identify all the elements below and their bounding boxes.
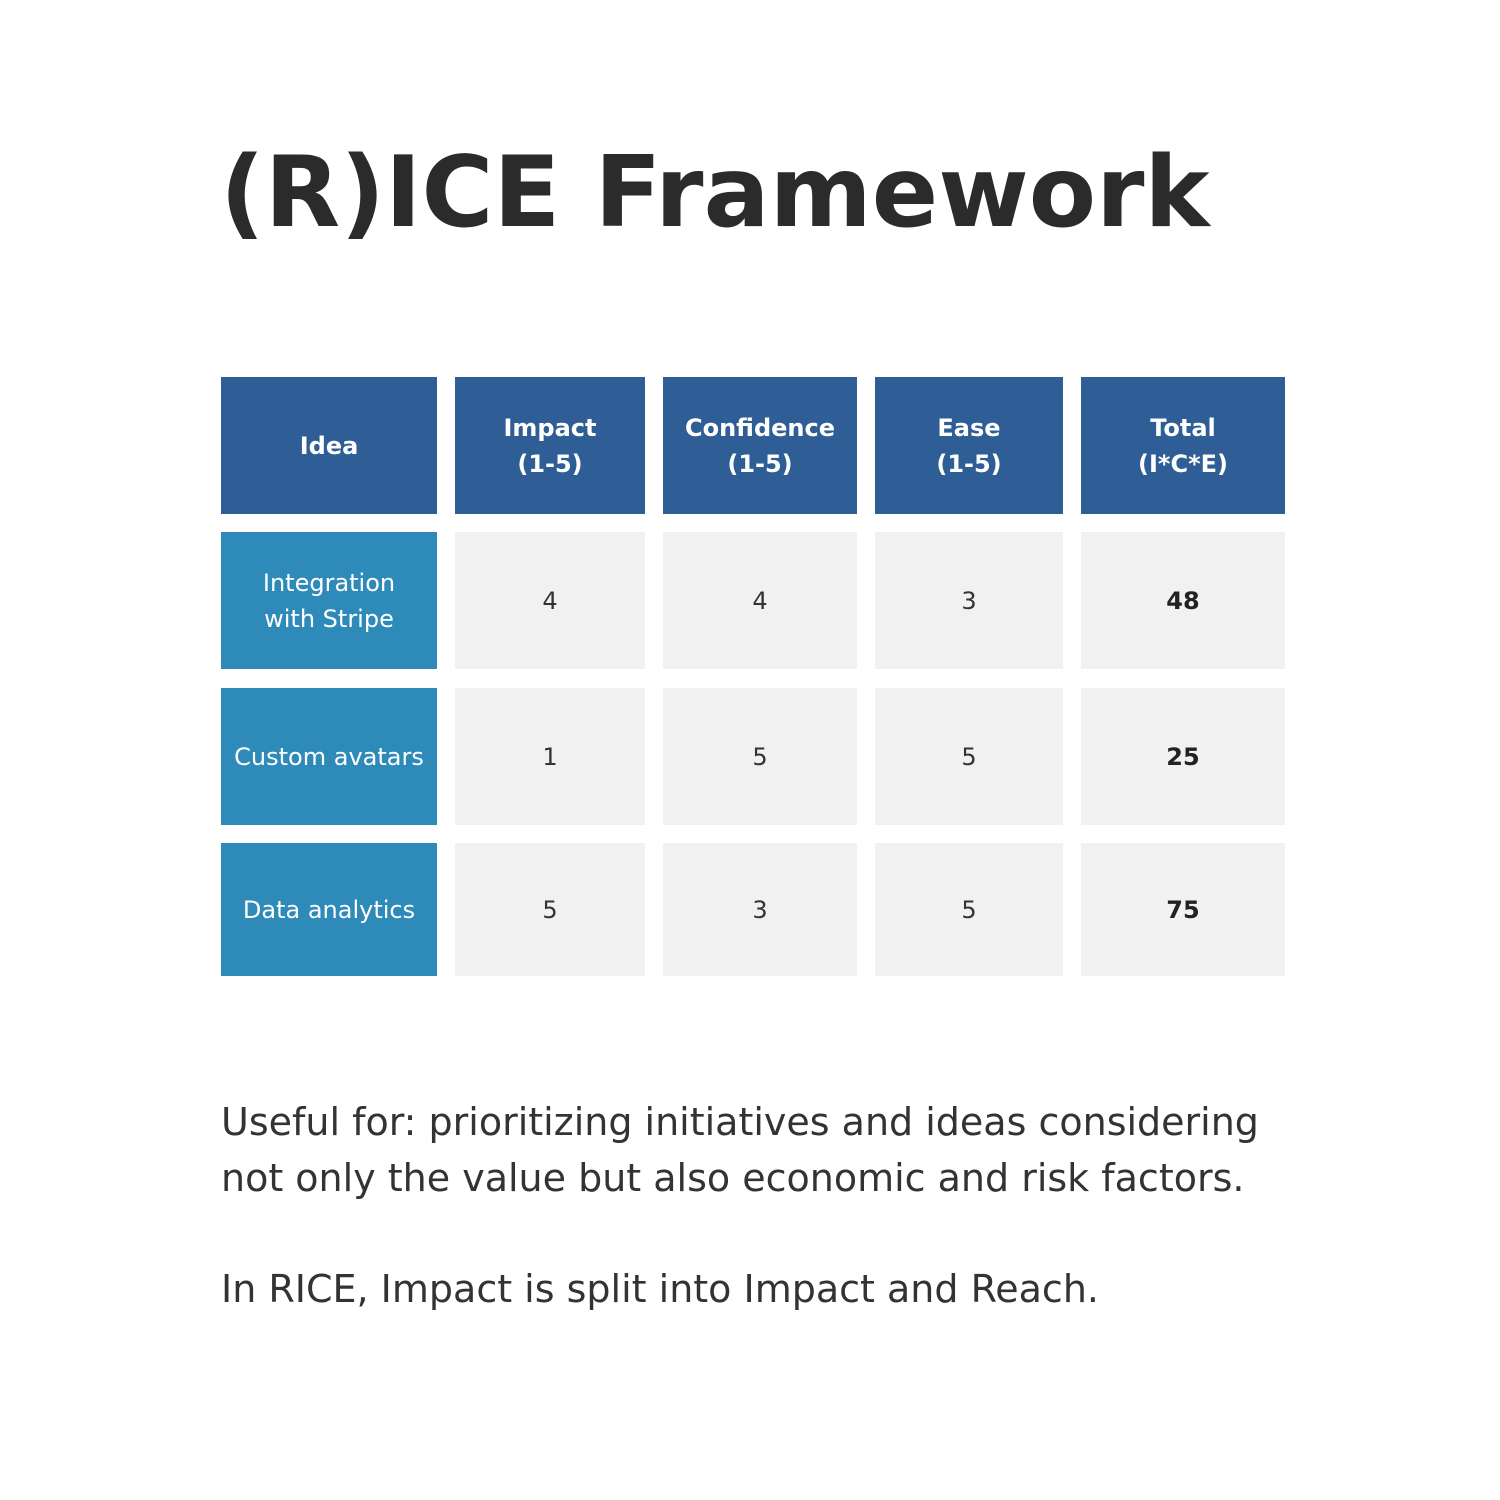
ease-cell: 5: [875, 688, 1063, 825]
idea-cell: Integration with Stripe: [221, 532, 437, 669]
impact-cell: 5: [455, 843, 645, 976]
header-total: Total (I*C*E): [1081, 377, 1285, 514]
total-cell: 25: [1081, 688, 1285, 825]
ease-cell: 5: [875, 843, 1063, 976]
total-cell: 48: [1081, 532, 1285, 669]
header-idea: Idea: [221, 377, 437, 514]
header-impact: Impact (1-5): [455, 377, 645, 514]
ease-cell: 3: [875, 532, 1063, 669]
confidence-cell: 3: [663, 843, 857, 976]
idea-cell: Custom avatars: [221, 688, 437, 825]
impact-cell: 1: [455, 688, 645, 825]
idea-cell: Data analytics: [221, 843, 437, 976]
rice-note-text: In RICE, Impact is split into Impact and Reach.: [221, 1267, 1099, 1311]
confidence-cell: 5: [663, 688, 857, 825]
confidence-cell: 4: [663, 532, 857, 669]
header-ease: Ease (1-5): [875, 377, 1063, 514]
useful-for-text: Useful for: prioritizing initiatives and ideas considering not only the value but also economic and risk factors.: [221, 1100, 1259, 1200]
total-cell: 75: [1081, 843, 1285, 976]
impact-cell: 4: [455, 532, 645, 669]
page-title: (R)ICE Framework: [220, 136, 1210, 250]
header-confidence: Confidence (1-5): [663, 377, 857, 514]
